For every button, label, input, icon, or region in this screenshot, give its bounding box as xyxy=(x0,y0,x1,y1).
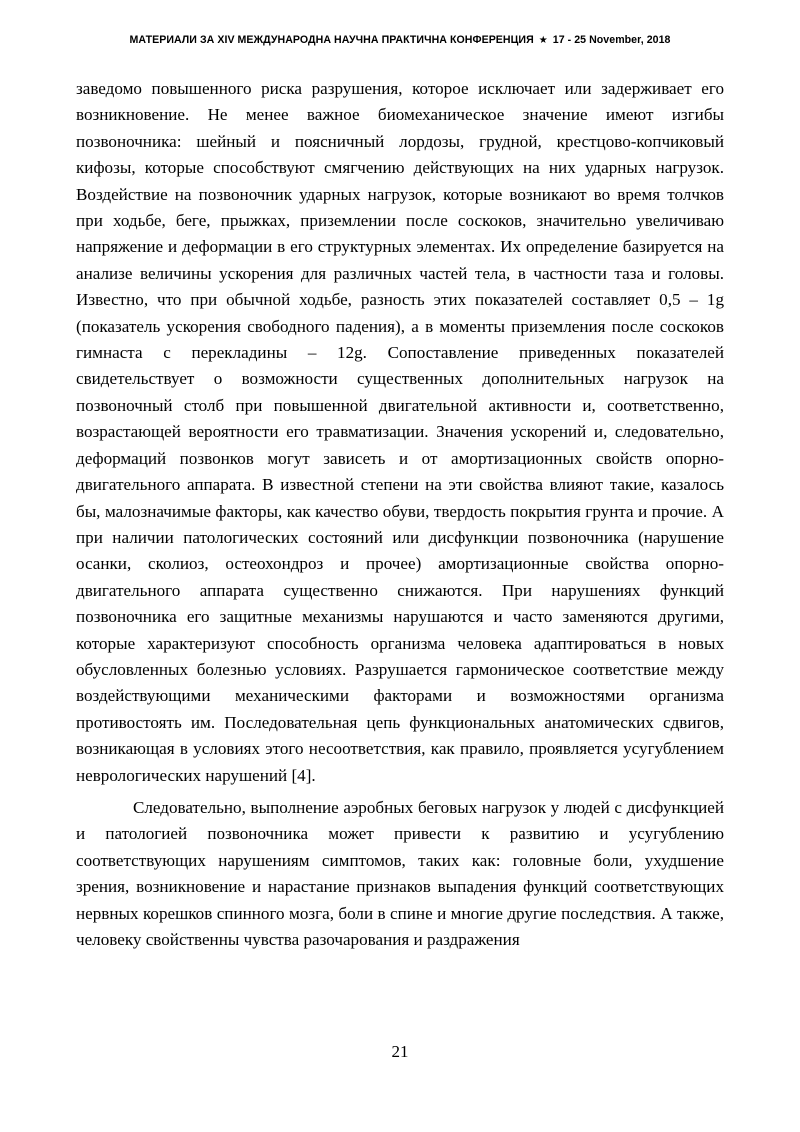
paragraph-1: заведомо повышенного риска разрушения, которое исключает или задерживает его возникновение. Не менее важное биомеханическое значение имеют изгибы позвоночника: шейный и поясничный лордозы, грудной, крестцово-копчиковый кифозы, которые способствуют смягчению действующих на них ударных нагрузок. Воздействие на позвоночник ударных нагрузок, которые возникают во время толчков при ходьбе, беге, прыжках, приземлении после соскоков, значительно увеличиваю напряжение и деформации в его структурных элементах. Их определение базируется на анализе величины ускорения для различных частей тела, в частности таза и головы. Известно, что при обычной ходьбе, разность этих показателей составляет 0,5 – 1g (показатель ускорения свободного падения), а в моменты приземления после соскоков гимнаста с перекладины – 12g. Сопоставление приведенных показателей свидетельствует о возможности существенных дополнительных нагрузок на позвоночный столб при повышенной двигательной активности и, соответственно, возрастающей вероятности его травматизации. Значения ускорений и, следовательно, деформаций позвонков могут зависеть и от амортизационных свойств опорно-двигательного аппарата. В известной степени на эти свойства влияют такие, казалось бы, малозначимые факторы, как качество обуви, твердость покрытия грунта и прочие. А при наличии патологических состояний или дисфункции позвоночника (нарушение осанки, сколиоз, остеохондроз и прочее) амортизационные свойства опорно-двигательного аппарата существенно снижаются. При нарушениях функций позвоночника его защитные механизмы нарушаются и часто заменяются другими, которые характеризуют способность организма человека адаптироваться в новых обусловленных болезнью условиях. Разрушается гармоническое соответствие между воздействующими механическими факторами и возможностями организма противостоять им. Последовательная цепь функциональных анатомических сдвигов, возникающая в условиях этого несоответствия, как правило, проявляется усугублением неврологических нарушений [4]. xyxy=(76,79,724,785)
conference-title: МАТЕРИАЛИ ЗА XIV МЕЖДУНАРОДНА НАУЧНА ПРАКТИЧНА КОНФЕРЕНЦИЯ xyxy=(129,34,534,46)
star-icon: ★ xyxy=(538,35,548,46)
conference-dates: 17 - 25 November, 2018 xyxy=(552,34,671,46)
running-header xyxy=(0,34,800,46)
article-body xyxy=(76,76,724,953)
page-number: 21 xyxy=(391,1042,409,1061)
paragraph-2: Следовательно, выполнение аэробных беговых нагрузок у людей с дисфункцией и патологией позвоночника может привести к развитию и усугублению соответствующих нарушениям симптомов, таких как: головные боли, ухудшение зрения, возникновение и нарастание признаков выпадения функций соответствующих нервных корешков спинного мозга, боли в спине и многие другие последствия. А также, человеку свойственны чувства разочарования и раздражения xyxy=(76,797,724,949)
